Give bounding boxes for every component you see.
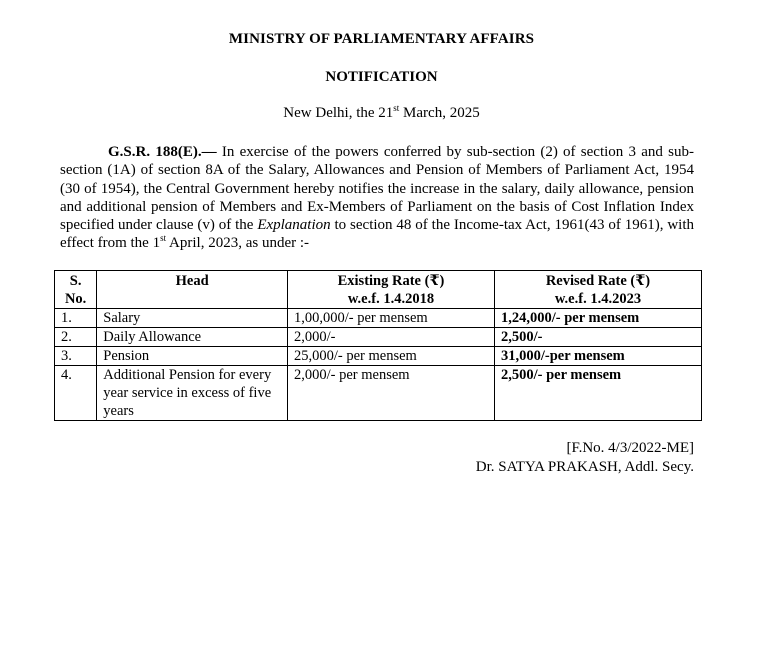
cell-head: Additional Pension for every year service in excess of five years bbox=[97, 366, 288, 421]
header-sno bbox=[55, 271, 97, 309]
ministry-heading: MINISTRY OF PARLIAMENTARY AFFAIRS bbox=[228, 31, 535, 47]
table-row bbox=[55, 309, 702, 328]
signatory: Dr. SATYA PRAKASH, Addl. Secy. bbox=[475, 459, 694, 475]
body-text-part3: April, 2023, as under :- bbox=[166, 235, 310, 252]
cell-sno: 1. bbox=[55, 309, 97, 328]
explanation-term: Explanation bbox=[257, 217, 331, 234]
header-sno-line2: No. bbox=[64, 291, 87, 307]
header-sno-line1: S. bbox=[69, 273, 82, 289]
body-text-part1: In exercise of the powers conferred by sub-section (2) of section 3 and sub-section (1A) of section 8A of the Salary, Allowances and Pension of Members of Parliament Act, 1954 (30 of 1954), the Central Government hereby notifies the increase in the salary, daily allowance, pension and additional pension of Members and Ex-Members of Parliament on the basis of Cost Inflation Index specified under clause (v) of the bbox=[60, 144, 695, 234]
body-text-part2: to section 48 of the Income-tax Act, 1961(43 of 1961), with effect from the 1 bbox=[60, 217, 694, 252]
dateline bbox=[0, 105, 763, 122]
notification-body bbox=[60, 143, 694, 253]
table-row bbox=[55, 366, 702, 421]
cell-sno: 2. bbox=[55, 328, 97, 347]
gsr-number: G.S.R. 188(E).— bbox=[108, 144, 217, 160]
date-suffix: March, 2025 bbox=[399, 105, 480, 121]
cell-sno: 3. bbox=[55, 347, 97, 366]
notification-title: NOTIFICATION bbox=[325, 69, 438, 85]
header-existing-line1: Existing Rate (₹) bbox=[337, 273, 445, 289]
cell-head: Daily Allowance bbox=[97, 328, 288, 347]
cell-existing: 2,000/- per mensem bbox=[288, 366, 495, 421]
cell-revised: 31,000/-per mensem bbox=[494, 347, 701, 366]
table-row bbox=[55, 347, 702, 366]
cell-existing: 25,000/- per mensem bbox=[288, 347, 495, 366]
cell-revised: 2,500/- bbox=[494, 328, 701, 347]
cell-sno: 4. bbox=[55, 366, 97, 421]
cell-existing: 1,00,000/- per mensem bbox=[288, 309, 495, 328]
header-revised bbox=[494, 271, 701, 309]
cell-revised: 2,500/- per mensem bbox=[494, 366, 701, 421]
header-revised-line1: Revised Rate (₹) bbox=[545, 273, 651, 289]
date-superscript: st bbox=[393, 103, 400, 113]
table-header-row bbox=[55, 271, 702, 309]
file-number: [F.No. 4/3/2022-ME] bbox=[566, 440, 694, 456]
body-superscript: st bbox=[160, 233, 167, 244]
header-existing bbox=[288, 271, 495, 309]
table-row bbox=[55, 328, 702, 347]
cell-head: Salary bbox=[97, 309, 288, 328]
date-prefix: New Delhi, the 21 bbox=[283, 105, 394, 121]
header-head: Head bbox=[97, 271, 288, 309]
header-existing-line2: w.e.f. 1.4.2018 bbox=[347, 291, 435, 307]
header-revised-line2: w.e.f. 1.4.2023 bbox=[554, 291, 642, 307]
cell-existing: 2,000/- bbox=[288, 328, 495, 347]
cell-revised: 1,24,000/- per mensem bbox=[494, 309, 701, 328]
rates-table bbox=[54, 270, 702, 421]
cell-head: Pension bbox=[97, 347, 288, 366]
